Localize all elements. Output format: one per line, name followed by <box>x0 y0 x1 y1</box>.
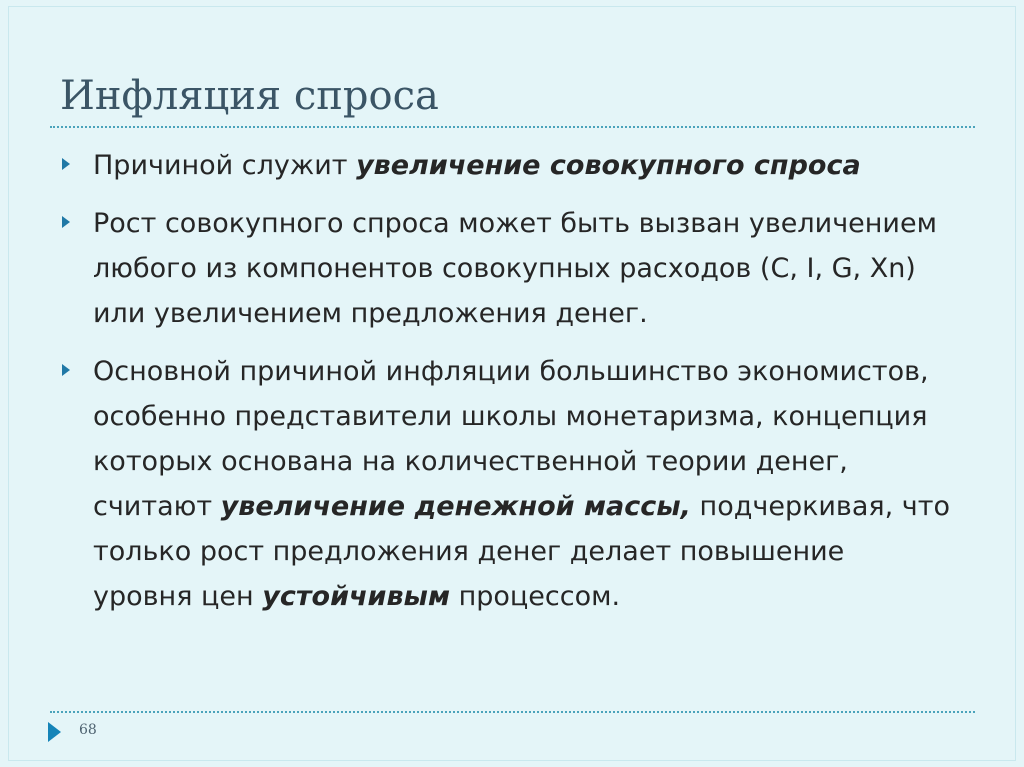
bullet-text <box>93 356 950 612</box>
bullet-triangle-icon <box>62 364 70 376</box>
page-number: 68 <box>79 722 97 738</box>
bullet-text-emphasis: устойчивым <box>262 581 451 612</box>
bullet-text: Рост совокупного спроса может быть вызван увеличением любого из компонентов совокупных расходов (C, I, G, Xn) или увеличением предложения денег. <box>93 208 937 329</box>
bullet-text-plain: процессом. <box>450 581 621 612</box>
footer-divider <box>50 711 975 713</box>
bullet-triangle-icon <box>62 216 70 228</box>
bullet-item-monetarism <box>60 349 950 619</box>
bullet-text-emphasis: увеличение совокупного спроса <box>356 150 861 181</box>
bullet-text-plain: подчеркивая, что только рост предложения денег делает повышение уровня цен <box>93 491 950 612</box>
bullet-text <box>93 150 861 181</box>
bullet-item-growth <box>60 201 950 336</box>
slide-title: Инфляция спроса <box>60 73 439 119</box>
footer-triangle-icon <box>48 722 61 742</box>
title-divider <box>50 126 975 128</box>
bullet-text-plain: Причиной служит <box>93 150 357 181</box>
bullet-triangle-icon <box>62 158 70 170</box>
bullet-text-plain: Основной причиной инфляции большинство экономистов, особенно представители школы монетаризма, концепция которых основана на количественной теории денег, считают <box>93 356 929 522</box>
bullet-item-cause <box>60 143 950 188</box>
bullet-list <box>60 143 950 632</box>
bullet-text-emphasis: увеличение денежной массы, <box>220 491 691 522</box>
